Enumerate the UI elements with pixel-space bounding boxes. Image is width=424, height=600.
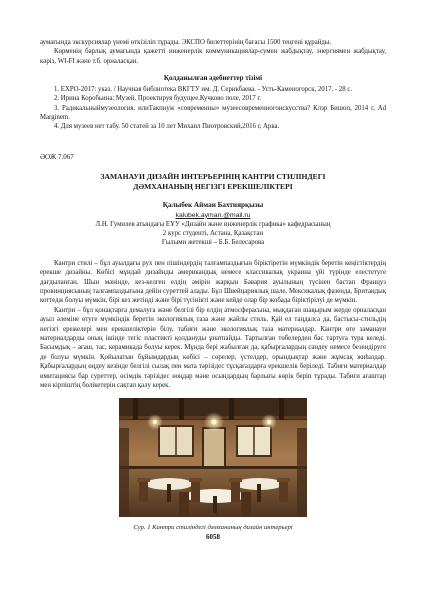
- figure-caption: Сур. 1 Кантри стиліндегі дәмхананың дизайн интерьері: [133, 524, 293, 532]
- reference-item-4: 4. Для музеев нет табу. 50 статей за 10 лет Михаил Пиотровский,2016 г, Арка.: [54, 123, 280, 131]
- author-email[interactable]: kalubek.ayman.@mail.ru: [175, 211, 251, 219]
- references-title: Қолданылған әдебиеттер тізімі: [163, 74, 263, 83]
- cafe-interior-photo: [119, 398, 307, 517]
- page-number: 6058: [206, 533, 220, 542]
- intro-line-2: Көрменің барлық аумағында қажетті инженерлік коммуникациялар-сумен жабдықтау, энергиямен жабдықтау, кәріз, WI-FI және т.б. орналасқан.: [40, 48, 386, 65]
- article-title-line-2: ДӘМХАНАНЫҢ НЕГІЗГІ ЕРЕКШЕЛІКТЕРІ: [133, 182, 293, 192]
- supervisor: Ғылыми жетекші – Б.Б. Белесарова: [161, 238, 265, 246]
- udc-code: ӘОЖ 7.067: [40, 153, 74, 162]
- author-name: Қалыбек Айман Бахтиярқызы: [162, 201, 264, 210]
- body-paragraph-2: Кантри – бұл қонақтарға демалуға және белгілі бір елдің атмосферасына, мықдаған шақырым жерде орналасқан ауыл әлеміне өтуге мүмкіндік беретін экологиялық таза және жайлы стиль. Қай ел таңдалса да, бастысы-стильдің негізгі ережелері мен ерекшеліктерін білу, табиғи және экологиялық таза материалдар. Кантри өте заманауи материалдарды оның ішінде тегіс пластикті қолдануды ұнатпайды. Тартылған төбелерден бас тартуға тура келеді. Басымдық – ағаш, тас, керамикада болуы керек. Мұнда бері жабылған да, қабырғалардың сәндеу немесе безендіруге де болуы мүмкін. Қойылатын бұйымдардың көбісі – сөрелер, үстелдер, орындықтар және жұмсақ жиһаздар. Қабырғалардың өңдеу кезінде белгілі сылақ пен мата тәрізідес тұсқағаздарға ерекшелік беріледі. Табиғи материалдар имитациясы бар суреттер, өсімдік тәрізідес өоңдар мәне осындардың барлығы көрік беріп тұрады. Табиғи ағаштар мен кірпіштің болікетерін сақтап қалу керек.: [40, 306, 386, 390]
- reference-item-2: 2. Ирина Коробьина: Музей. Проектируя будущее.Кучково поле, 2017 г.: [54, 95, 262, 103]
- intro-line-1: аумағында экскурсиялар үнемі өткізіліп тұрады. ЭКСПО билеттерінің бағасы 1500 теңгені құрайды.: [40, 39, 332, 46]
- affiliation-line-1: Л.Н. Гумилев атындағы ЕҰУ «Дизайн және инженерлік графика» кафедрасының: [95, 220, 331, 228]
- affiliation-line-2: 2 курс студенті, Астана, Қазақстан: [162, 229, 264, 237]
- reference-item-3: 3. Радикальныймузеология, илиТакпнуж «современны» музеесовременногоискусства? Клэр Бишоп, 2014 г, Ad Marginem.: [40, 104, 386, 121]
- body-paragraph-1: Кантри стилі – бұл ауылдағы рух пен пішіндердің талғампаздығын біріктіретін мүмкіндік беретін кеңістіктердің ерекше дизайны. Көбісі мұндай дизайнды американдық немесе классикалық украина үйі түрінде елестетуге дағдыланған. Шын мәнінде, кез-келген елдің әмірін жарқын Бавария ауылының түсінен бастап Француз провинциясының талғампаздығына дейін суреттей алады. Бұл Швейцариялық шале, Мексикалық фазенда, Британдық коттедж болуы мүмкін, бірі кез жетінді және бірі түсінікті және кейде олар бір жобада біріктірілуі де мүмкін.: [40, 259, 386, 305]
- article-title-line-1: ЗАМАНАУИ ДИЗАЙН ИНТЕРЬЕРІНІҢ КАНТРИ СТИЛІНДЕГІ: [100, 172, 326, 182]
- paper-page: [40, 38, 386, 542]
- reference-item-1: 1. EXPO-2017: указ. / Научная библиотека ВКГТУ им. Д. Серикбаева. - Усть-Каменогорск, 2017. - 28 с.: [54, 86, 353, 94]
